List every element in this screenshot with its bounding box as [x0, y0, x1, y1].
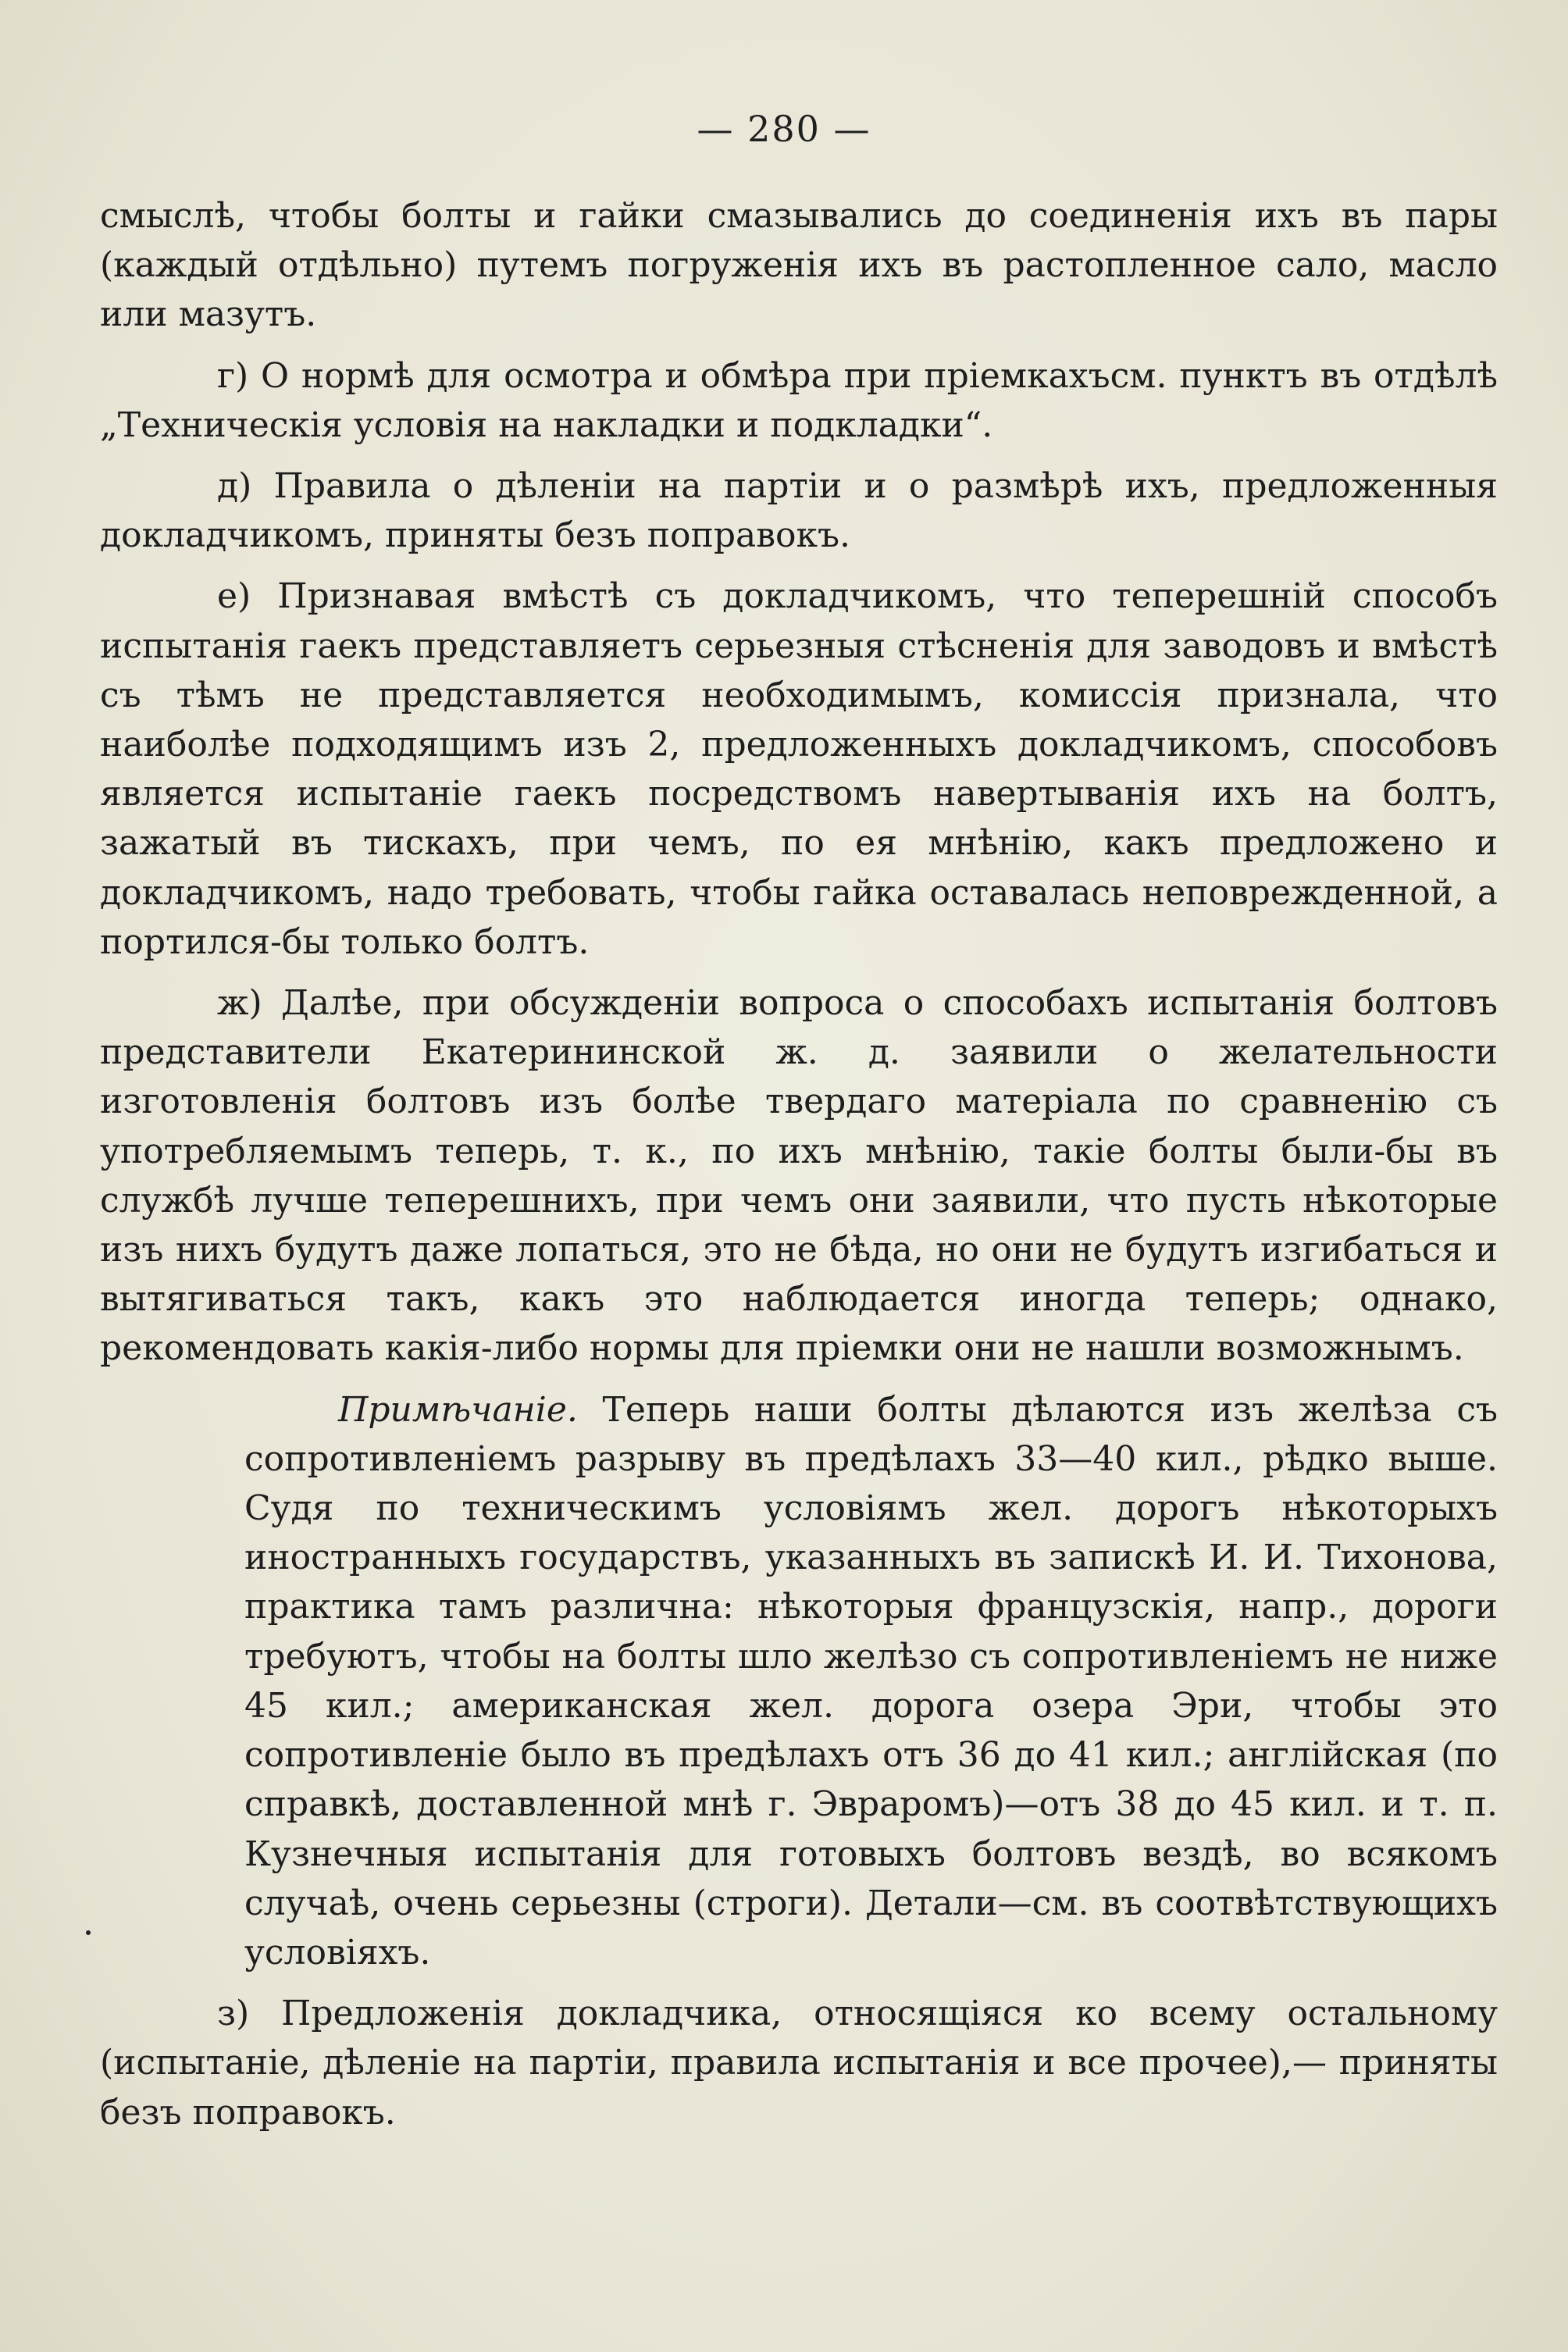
body-text [100, 191, 1498, 2137]
page-number: — 280 — [697, 108, 871, 150]
remark-label: Примѣчаніе. [338, 1389, 578, 1430]
ink-speck [86, 1930, 91, 1935]
remark-text: Теперь наши болты дѣлаются изъ желѣза съ сопротивленіемъ разрыву въ предѣлахъ 33—40 кил., рѣдко выше. Судя по техническимъ условіямъ жел. дорогъ нѣкоторыхъ иностранныхъ государствъ, указанныхъ въ запискѣ И. И. Тихонова, практика тамъ различна: нѣкоторыя французскія, напр., дороги требуютъ, чтобы на болты шло желѣзо съ сопротивленіемъ не ниже 45 кил.; американская жел. дорога озера Эри, чтобы это сопротивленіе было въ предѣлахъ отъ 36 до 41 кил.; англійская (по справкѣ, доставленной мнѣ г. Эвраромъ)—отъ 38 до 45 кил. и т. п. Кузнечныя испытанія для готовыхъ болтовъ вездѣ, во всякомъ случаѣ, очень серьезны (строги). Детали—см. въ соотвѣтствующихъ условіяхъ. [244, 1389, 1498, 1972]
paragraph-z: з) Предложенія докладчика, относящіяся ко всему остальному (испытаніе, дѣленіе на партіи, правила испытанія и все прочее),— приняты безъ поправокъ. [100, 1994, 1498, 2133]
paragraph-continuation: смыслѣ, чтобы болты и гайки смазывались до соединенія ихъ въ пары (каждый отдѣльно) путемъ погруженія ихъ въ растопленное сало, масло или мазутъ. [100, 196, 1498, 335]
paragraph-d: д) Правила о дѣленіи на партіи и о размѣрѣ ихъ, предложенныя докладчикомъ, приняты безъ поправокъ. [100, 466, 1498, 556]
paragraph-g: г) О нормѣ для осмотра и обмѣра при пріемкахъсм. пунктъ въ отдѣлѣ „Техническія условія на накладки и подкладки“. [100, 355, 1498, 445]
paragraph-zh: ж) Далѣе, при обсужденіи вопроса о способахъ испытанія болтовъ представители Екатерининской ж. д. заявили о желательности изготовленія болтовъ изъ болѣе твердаго матеріала по сравненію съ употребляемымъ теперь, т. к., по ихъ мнѣнію, такіе болты были-бы въ службѣ лучше теперешнихъ, при чемъ они заявили, что пусть нѣкоторые изъ нихъ будутъ даже лопаться, это не бѣда, но они не будутъ изгибаться и вытягиваться такъ, какъ это наблюдается иногда теперь; однако, рекомендовать какія-либо нормы для пріемки они не нашли возможнымъ. [100, 983, 1498, 1369]
footnote-remark [100, 1385, 1498, 1977]
paragraph-e: е) Признавая вмѣстѣ съ докладчикомъ, что теперешній способъ испытанія гаекъ представляетъ серьезныя стѣсненія для заводовъ и вмѣстѣ съ тѣмъ не представляется необходимымъ, комиссія признала, что наиболѣе подходящимъ изъ 2, предложенныхъ докладчикомъ, способовъ является испытаніе гаекъ посредствомъ навертыванія ихъ на болтъ, зажатый въ тискахъ, при чемъ, по ея мнѣнію, какъ предложено и докладчикомъ, надо требовать, чтобы гайка оставалась неповрежденной, а портился-бы только болтъ. [100, 576, 1498, 962]
